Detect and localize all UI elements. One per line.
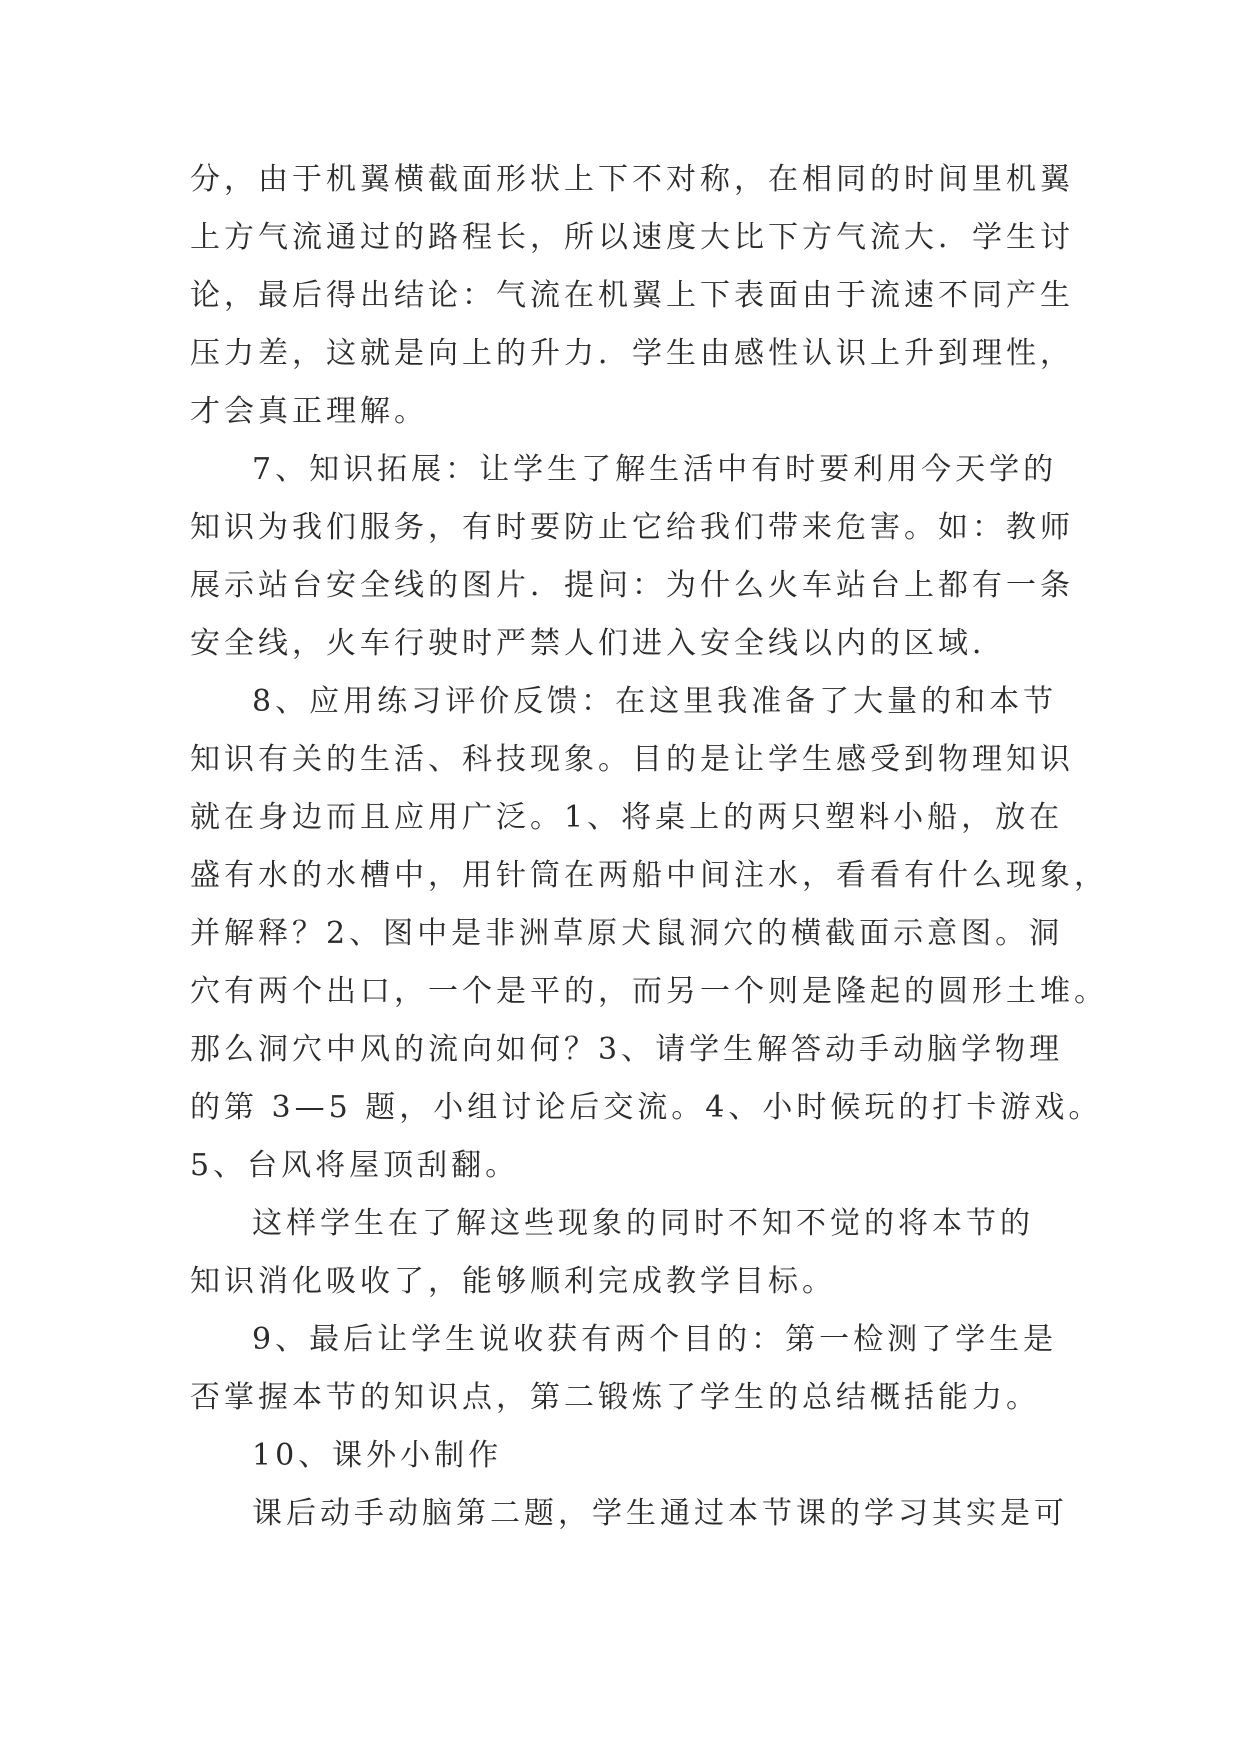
paragraph-start-line: 7、知识拓展：让学生了解生活中有时要利用今天学的 <box>252 452 1058 487</box>
text-line: 否掌握本节的知识点，第二锻炼了学生的总结概括能力。 <box>190 1380 1040 1415</box>
text-line: 知识消化吸收了，能够顺利完成教学目标。 <box>190 1264 836 1299</box>
text-line: 展示站台安全线的图片．提问：为什么火车站台上都有一条 <box>190 568 1074 603</box>
text-line: 穴有两个出口，一个是平的，而另一个则是隆起的圆形土堆。 <box>190 974 1108 1009</box>
text-line: 5、台风将屋顶刮翻。 <box>190 1148 520 1183</box>
text-line: 论，最后得出结论：气流在机翼上下表面由于流速不同产生 <box>190 278 1074 313</box>
paragraph-start-line: 课后动手动脑第二题，学生通过本节课的学习其实是可 <box>252 1496 1068 1531</box>
text-line: 知识有关的生活、科技现象。目的是让学生感受到物理知识 <box>190 742 1074 777</box>
paragraph-start-line: 这样学生在了解这些现象的同时不知不觉的将本节的 <box>252 1206 1034 1241</box>
text-line: 安全线，火车行驶时严禁人们进入安全线以内的区域． <box>190 626 1006 661</box>
paragraph-start-line: 8、应用练习评价反馈：在这里我准备了大量的和本节 <box>252 684 1058 719</box>
text-line: 盛有水的水槽中，用针筒在两船中间注水，看看有什么现象， <box>190 858 1108 893</box>
text-line: 上方气流通过的路程长，所以速度大比下方气流大．学生讨 <box>190 220 1074 255</box>
text-line: 知识为我们服务，有时要防止它给我们带来危害。如：教师 <box>190 510 1074 545</box>
text-line: 压力差，这就是向上的升力．学生由感性认识上升到理性， <box>190 336 1074 371</box>
text-line: 并解释？2、图中是非洲草原犬鼠洞穴的横截面示意图。洞 <box>190 916 1064 951</box>
text-line: 才会真正理解。 <box>190 394 428 429</box>
text-line: 就在身边而且应用广泛。1、将桌上的两只塑料小船，放在 <box>190 800 1064 835</box>
section-heading: 10、课外小制作 <box>252 1438 503 1473</box>
text-line: 分，由于机翼横截面形状上下不对称，在相同的时间里机翼 <box>190 162 1074 197</box>
paragraph-start-line: 9、最后让学生说收获有两个目的：第一检测了学生是 <box>252 1322 1058 1357</box>
text-line: 那么洞穴中风的流向如何？3、请学生解答动手动脑学物理 <box>190 1032 1064 1067</box>
text-line: 的第 3—5 题，小组讨论后交流。4、小时候玩的打卡游戏。 <box>190 1090 1103 1125</box>
